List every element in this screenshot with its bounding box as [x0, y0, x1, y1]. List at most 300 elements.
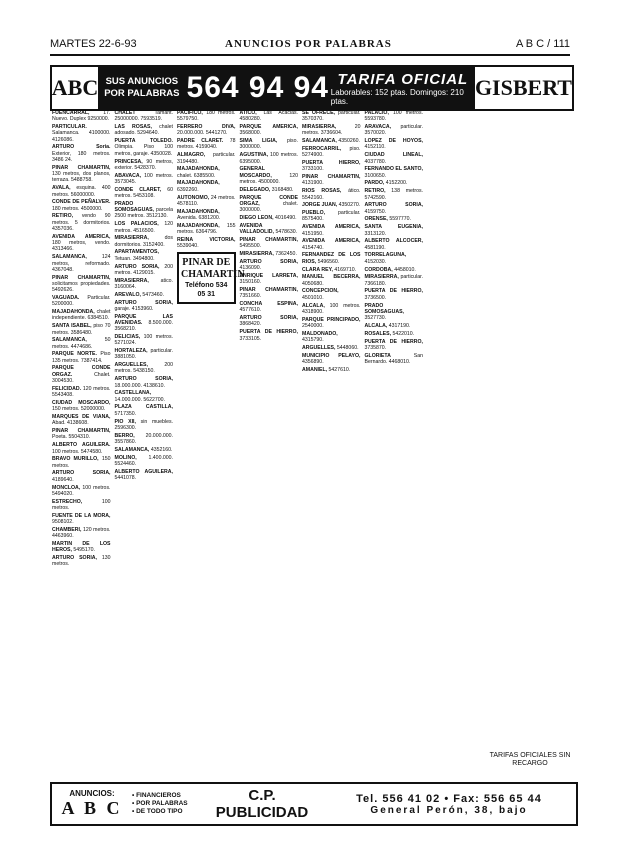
tarifa-prices: Laborables: 152 ptas. Domingos: 210 ptas. — [330, 87, 464, 106]
entry-text: 3168480. — [271, 186, 294, 193]
classified-entry — [52, 400, 111, 413]
entry-keyword: ALMAGRO, — [177, 152, 206, 159]
entry-text: 3100650. — [364, 172, 387, 179]
entry-keyword: MAJADAHONDA, — [177, 222, 220, 229]
entry-text: Exterior, 180 metros. 3486 24. — [52, 150, 111, 164]
entry-keyword: CONCEPCION, — [302, 288, 339, 295]
footer-list — [132, 792, 202, 816]
classified-entry — [365, 138, 424, 151]
entry-keyword: SALAMANCA, — [52, 254, 87, 261]
footer-brand: C.P. PUBLICIDAD — [215, 787, 309, 821]
classified-entry — [177, 152, 236, 165]
entry-text: 7362450. — [275, 250, 297, 257]
entry-keyword: RETIRO, — [364, 188, 386, 195]
entry-keyword: PARDO, — [364, 180, 385, 187]
classified-entry — [115, 110, 174, 123]
entry-text: 4152030. — [364, 258, 387, 265]
classified-column — [363, 110, 426, 780]
entry-keyword: AGUSTINA, — [239, 152, 269, 159]
classified-entry — [115, 362, 174, 375]
classified-entry — [365, 303, 424, 322]
entry-keyword: ARTURO SORIA, — [114, 299, 173, 306]
entry-keyword: LOPEZ DE HOYOS, — [364, 138, 423, 145]
entry-keyword: FUENTE DE LA MORA, — [52, 512, 111, 519]
entry-keyword: PARTICULAR. — [52, 124, 87, 131]
classified-entry — [302, 188, 361, 201]
entry-text: solicitamos propiedades. 5492626. — [52, 280, 111, 294]
entry-keyword: LAS ROSAS, — [114, 124, 152, 131]
footer-ad — [50, 782, 578, 826]
entry-keyword: ARTURO SORIA, — [114, 376, 173, 383]
classified-entry — [52, 456, 111, 469]
classified-entry — [115, 159, 174, 172]
classified-entry — [365, 166, 424, 179]
entry-text: chalet independiente. 6384510. — [52, 309, 111, 322]
entry-text: 4136090. — [239, 265, 262, 272]
entry-text: 4501010. — [302, 294, 324, 301]
classified-entry — [115, 124, 174, 137]
entry-keyword: ALCALA, — [364, 322, 388, 329]
entry-text: chalet adosado. 5294640. — [114, 124, 173, 137]
entry-keyword: PARQUE AMERICA, — [239, 124, 298, 131]
entry-text: 150 metros. 52000000. — [52, 406, 106, 413]
classified-entry — [365, 288, 424, 301]
entry-keyword: MAJADAHONDA, — [177, 180, 220, 187]
entry-keyword: FUENCARRAL, — [52, 110, 90, 116]
classified-entry — [302, 146, 361, 159]
entry-keyword: RIOS ROSAS, — [302, 188, 342, 195]
entry-text: 4577610. — [239, 307, 262, 314]
entry-keyword: PARQUE NORTE. — [52, 351, 97, 358]
entry-text: particular. 3570370. — [302, 110, 361, 123]
entry-keyword: ABAVACA, — [114, 172, 142, 179]
classified-entry — [365, 202, 424, 215]
classified-entry — [115, 249, 174, 262]
classified-entry — [240, 124, 299, 137]
classified-entry — [115, 278, 174, 291]
entry-keyword: MIRASIERRA, — [239, 250, 274, 257]
classified-entry — [302, 317, 361, 330]
entry-keyword: PARQUE LAS AVENIDAS. — [114, 313, 173, 326]
entry-text: 4037780. — [364, 158, 387, 165]
classified-entry — [115, 447, 174, 453]
entry-text: 124 metros, reformado. 4367048. — [52, 254, 111, 273]
entry-keyword: ARTURO SORIA, — [239, 315, 298, 322]
entry-keyword: AVALA, — [52, 185, 71, 192]
entry-keyword: AVENIDA AMERICA, — [302, 238, 361, 245]
classified-entry — [52, 513, 111, 526]
classified-entry — [365, 216, 424, 222]
entry-text: 100 metros. 4318900. — [302, 302, 361, 315]
entry-text: 4016490. — [274, 214, 297, 221]
promo-box — [177, 252, 245, 304]
entry-text: 3527730. — [364, 315, 387, 322]
entry-keyword: ATICO, — [239, 110, 257, 116]
classified-entry — [52, 110, 111, 123]
entry-text: San Bernardo. 4468010. — [364, 352, 423, 365]
issue-date: MARTES 22-6-93 — [50, 38, 137, 50]
entry-keyword: ALBERTO AGUILERA. — [52, 442, 111, 449]
classified-entry — [115, 173, 174, 186]
footer-tel: Tel. 556 41 02 • Fax: 556 65 44 — [356, 792, 542, 805]
classified-entry — [365, 252, 424, 265]
entry-text: 3733100. — [302, 166, 324, 173]
entry-keyword: ARTURO SORIA, — [52, 470, 111, 477]
footer-abc: A B C — [61, 798, 123, 818]
classified-entry — [302, 353, 361, 366]
entry-keyword: MARTIN DE LOS HEROS, — [52, 540, 111, 554]
classified-entry — [302, 303, 361, 316]
classified-entry — [177, 209, 236, 222]
classified-entry — [115, 404, 174, 417]
entry-keyword: DELEGADO, — [239, 186, 271, 193]
classified-entry — [177, 223, 236, 236]
classified-entry — [302, 138, 361, 144]
entry-text: 100 metros. 3573045. — [114, 172, 173, 185]
entry-text: 4350260. — [338, 138, 360, 145]
entry-keyword: MIRASIERRA, — [364, 274, 399, 281]
entry-text: 5441078. — [114, 474, 137, 481]
classified-entry — [302, 224, 361, 237]
classified-entry — [177, 237, 236, 250]
entry-keyword: ARTURO SORIA, — [52, 555, 97, 561]
entry-text: 5422010. — [392, 330, 415, 337]
classified-entry — [365, 110, 424, 123]
classified-entry — [177, 195, 236, 208]
classified-entry — [365, 152, 424, 165]
classified-entry — [52, 144, 111, 163]
entry-text: 24 metros. 4578110. — [177, 194, 236, 207]
classified-entry — [115, 334, 174, 347]
classified-entry — [302, 367, 361, 373]
footer-contact — [322, 793, 576, 816]
classified-entry — [365, 274, 424, 287]
entry-text: 4131900. — [302, 180, 324, 187]
classified-entry — [115, 348, 174, 361]
entry-keyword: HORTALEZA, — [114, 348, 148, 355]
entry-text: 180 metros, vendo. 4313466. — [52, 240, 111, 253]
entry-text: 130 metros. — [52, 555, 111, 568]
entry-text: piso 70 metros. 3586480. — [52, 323, 111, 336]
entry-text: 100 metros. 5593780. — [364, 110, 423, 123]
classified-entry — [52, 414, 111, 427]
entry-text: Piso 135 metros. 7387414. — [52, 351, 111, 364]
classified-entry — [365, 267, 424, 273]
classified-entry — [115, 201, 174, 220]
entry-text: 60 metros. 5453108. — [114, 186, 173, 200]
classified-entry — [240, 287, 299, 300]
entry-keyword: ARTURO Soria. — [52, 144, 111, 151]
entry-text: 4352160. — [150, 446, 173, 453]
classified-entry — [240, 152, 299, 165]
entry-text: esquina. 400 metros. 56000000. — [52, 185, 111, 198]
classified-entry — [52, 428, 111, 441]
entry-keyword: PUERTA DE HIERRO, — [239, 329, 298, 336]
classified-entry — [115, 376, 174, 389]
classified-entry — [52, 275, 111, 294]
entry-text: 4159750. — [364, 208, 387, 215]
classified-entry — [302, 174, 361, 187]
entry-text: 5448060. — [336, 344, 359, 351]
classified-column — [175, 110, 245, 780]
entry-text: Particular. 5200000. — [52, 295, 111, 308]
entry-keyword: MAJADAHONDA, — [177, 166, 220, 173]
entry-text: 5495170. — [73, 547, 95, 554]
classified-entry — [365, 224, 424, 237]
entry-text: 78 metros. 4159040. — [177, 138, 236, 151]
entry-text: Avenida. 6381200. — [177, 214, 221, 221]
entry-keyword: PRINCESA, — [114, 158, 143, 165]
entry-keyword: PUERTA DE HIERRO, — [364, 288, 423, 295]
classified-entry — [115, 235, 174, 248]
classified-entry — [52, 309, 111, 322]
entry-text: 100 metros. 5474580. — [52, 448, 103, 455]
entry-keyword: FERNANDEZ DE LOS RIOS, — [302, 252, 361, 265]
footer-abc-block — [52, 789, 132, 819]
entry-keyword: PINAR CHAMARTIN, — [239, 286, 298, 293]
entry-text: 4151950. — [302, 230, 324, 237]
classified-entry — [115, 433, 174, 446]
entry-text: 100 metros. 5271024. — [114, 334, 173, 347]
entry-keyword: PARQUE PRINCIPADO, — [302, 316, 361, 323]
entry-keyword: PIO XII, — [114, 418, 136, 425]
classified-entry — [115, 292, 174, 298]
entry-text: Poeta. 5504310. — [52, 434, 91, 441]
entry-keyword: ARGUELLES, — [302, 344, 336, 351]
classified-entry — [240, 223, 299, 236]
promo-phone: Teléfono 534 05 31 — [185, 282, 228, 299]
entry-text: dos dormitorios. 3152400. — [114, 235, 173, 248]
classified-columns — [50, 110, 574, 780]
entry-keyword: PINAR CHAMARTIN, — [52, 164, 111, 171]
entry-text: 2540000. — [302, 322, 324, 329]
entry-keyword: JORGE JUAN, — [302, 202, 338, 209]
entry-keyword: PUERTA TOLEDO. — [114, 138, 173, 145]
entry-keyword: PACIFICO, — [177, 110, 203, 116]
classified-entry — [240, 329, 299, 342]
entry-keyword: SALAMANCA, — [302, 138, 337, 145]
entry-keyword: AUTONOMO, — [177, 194, 210, 201]
entry-keyword: MIRASIERRA, — [302, 124, 337, 131]
entry-text: 4154740. — [302, 244, 324, 251]
entry-text: 3733105. — [239, 335, 262, 342]
entry-keyword: PLAZA CASTILLA, — [114, 404, 173, 411]
entry-keyword: PINAR CHAMARTIN, — [302, 174, 361, 181]
entry-text: particular. 7366180. — [364, 274, 423, 287]
entry-text: Chalet. 3004530. — [52, 371, 111, 385]
entry-text: 3735870. — [364, 344, 387, 351]
entry-text: vendo 90 metros. 5 dormitorios. 4357036. — [52, 213, 111, 233]
classified-entry — [302, 160, 361, 173]
entry-text: 6392260. — [177, 186, 199, 193]
classified-entry — [365, 180, 424, 186]
classified-entry — [302, 267, 361, 273]
entry-text: 3868420. — [239, 321, 262, 328]
section-title: ANUNCIOS POR PALABRAS — [225, 38, 392, 50]
entry-keyword: SANTA EUGENIA, — [364, 224, 423, 231]
classified-entry — [240, 273, 299, 286]
entry-text: 5539040. — [177, 243, 199, 250]
classified-entry — [52, 323, 111, 336]
sus-anuncios-label: SUS ANUNCIOS POR PALABRAS — [99, 67, 185, 109]
entry-text: 7351660. — [239, 293, 262, 300]
classified-entry — [115, 264, 174, 277]
page-number: A B C / 111 — [515, 38, 570, 50]
entry-keyword: PUERTA DE HIERRO, — [364, 338, 423, 345]
classified-column — [300, 110, 363, 780]
entry-text: 100 metros. — [52, 498, 111, 511]
entry-keyword: PARQUE CONDE ORGAZ, — [239, 194, 298, 207]
classified-column — [50, 110, 113, 780]
entry-text: 5427610. — [328, 366, 351, 373]
entry-text: 4581190. — [364, 244, 386, 251]
entry-text: 200 metros. 4129015. — [114, 263, 173, 276]
entry-text: 5478630. — [275, 229, 298, 236]
classified-entry — [52, 254, 111, 273]
entry-keyword: MOLINO, — [114, 454, 137, 461]
classified-entry — [115, 455, 174, 468]
entry-text: ático. 5542160. — [302, 188, 361, 201]
entry-keyword: GLORIETA — [364, 352, 391, 359]
classified-entry — [302, 210, 361, 223]
entry-text: 3568000. — [239, 130, 262, 137]
classified-entry — [365, 331, 424, 337]
gisbert-name: GISBERT — [474, 75, 572, 100]
abc-logo: ABC — [52, 67, 99, 109]
entry-keyword: PUEBLO, — [302, 210, 326, 217]
classified-entry — [52, 165, 111, 184]
footer-note: TARIFAS OFICIALES SIN RECARGO — [489, 752, 571, 767]
classified-entry — [52, 351, 111, 364]
classified-entry — [240, 195, 299, 214]
classified-entry — [115, 390, 174, 403]
classified-entry — [240, 110, 299, 123]
entry-keyword: ALBERTO AGUILERA, — [114, 468, 173, 475]
classified-entry — [302, 288, 361, 301]
entry-text: Las Acacias. 4580280. — [239, 110, 298, 123]
classified-entry — [365, 339, 424, 352]
entry-keyword: FERNANDO EL SANTO, — [364, 166, 423, 173]
footer-list-item: • DE TODO TIPO — [132, 808, 183, 815]
entry-text: 180 metros. 4500000. — [52, 205, 103, 212]
classified-entry — [365, 124, 424, 137]
classified-entry — [240, 138, 299, 151]
classified-entry — [177, 138, 236, 151]
banner-phone: 564 94 94 — [185, 67, 331, 109]
classified-entry — [52, 234, 111, 253]
classified-entry — [302, 345, 361, 351]
classified-column — [113, 110, 176, 780]
classified-entry — [52, 485, 111, 498]
classified-entry — [52, 442, 111, 455]
entry-keyword: PADRE CLARET. — [177, 138, 224, 145]
entry-keyword: MALDONADO, — [302, 330, 338, 337]
entry-text: parcela 2500 metros. 3512130. — [114, 207, 173, 220]
footer-address: General Perón, 38, bajo — [370, 804, 528, 816]
entry-keyword: RETIRO, — [52, 213, 74, 220]
entry-keyword: CASTELLANA, — [114, 390, 152, 397]
entry-text: 150 metros. — [52, 456, 111, 469]
classified-entry — [115, 469, 174, 482]
classified-entry — [52, 541, 111, 554]
classified-entry — [52, 213, 111, 232]
classified-entry — [52, 185, 111, 198]
entry-keyword: DELICIAS, — [114, 334, 141, 340]
entry-keyword: MANUEL BECERRA, — [302, 274, 361, 281]
entry-keyword: SE OFRECE, — [302, 110, 335, 116]
entry-keyword: AMANIEL, — [302, 366, 328, 373]
entry-text: 120 metros. 5543408. — [52, 385, 111, 399]
entry-keyword: CIUDAD MOSCARDO, — [52, 399, 111, 406]
entry-keyword: MAJADAHONDA, — [177, 208, 220, 215]
entry-text: chalet. 6385500. — [177, 172, 216, 179]
classified-entry — [115, 221, 174, 234]
classified-entry — [52, 555, 111, 568]
entry-keyword: ORENSE, — [364, 216, 388, 223]
entry-keyword: MAJADAHONDA, — [52, 309, 95, 316]
classified-entry — [52, 499, 111, 512]
classified-entry — [52, 527, 111, 540]
entry-text: 20.000.000. 5441270. — [177, 130, 228, 137]
entry-text: Tamarit. 25000000. 7593519. — [114, 110, 173, 123]
classified-entry — [177, 110, 236, 123]
entry-keyword: PALACIO, — [364, 110, 389, 116]
entry-keyword: ROSALES, — [364, 330, 392, 337]
entry-text: particular. 3194480. — [177, 152, 236, 165]
entry-text: particular. 3570020. — [364, 124, 423, 137]
entry-keyword: PRADO SOMOSAGUAS, — [114, 200, 154, 214]
entry-text: piso. 3000000. — [239, 138, 298, 151]
classified-entry — [302, 110, 361, 123]
classified-entry — [302, 274, 361, 287]
classified-entry — [365, 238, 424, 251]
entry-keyword: ARGUELLES, — [114, 362, 148, 369]
entry-keyword: SALAMANCA, — [52, 337, 87, 344]
entry-keyword: PINAR CHAMARTIN, — [52, 428, 111, 435]
entry-keyword: LOS PALACIOS, — [114, 221, 159, 228]
classified-column — [238, 110, 301, 780]
entry-text: 200 metros. 5438150. — [114, 362, 173, 375]
entry-text: 120 metros. 4500000. — [239, 172, 298, 185]
entry-keyword: FERROCARRIL, — [302, 145, 342, 152]
entry-keyword: MIRASIERRA, — [114, 235, 149, 242]
footer-list-item: • POR PALABRAS — [132, 800, 188, 807]
entry-keyword: PRADO SOMOSAGUAS, — [364, 302, 404, 315]
entry-text: 8.500.000. 3568210. — [114, 319, 173, 333]
tarifa-title: TARIFA OFICIAL — [337, 70, 469, 88]
entry-keyword: MUNICIPIO PELAYO, — [302, 352, 361, 359]
entry-text: 100 metros. 6395000. — [239, 152, 298, 165]
classified-entry — [240, 237, 299, 250]
entry-keyword: ALBERTO ALCOCER, — [364, 238, 423, 245]
classified-entry — [52, 124, 111, 143]
gisbert-logo — [475, 67, 572, 109]
classified-entry — [240, 315, 299, 328]
entry-keyword: BERRO, — [114, 432, 135, 439]
entry-keyword: SIMA LIGIA, — [239, 138, 278, 145]
promo-line-2: CHAMARTIN — [181, 269, 245, 281]
classified-entry — [52, 199, 111, 212]
entry-keyword: CONDE DE PEÑALVER. — [52, 199, 111, 206]
entry-keyword: MIRASIERRA, — [114, 277, 149, 284]
entry-keyword: PINAR CHAMARTIN, — [239, 236, 298, 243]
entry-keyword: APARTAMENTOS, — [114, 249, 159, 256]
entry-text: 4050680. — [302, 280, 324, 287]
classified-entry — [115, 300, 174, 313]
entry-keyword: REINA VICTORIA, — [177, 236, 236, 243]
entry-text: 50 metros. 4474686. — [52, 337, 111, 350]
entry-text: 120 metros. 4463960. — [52, 526, 111, 540]
